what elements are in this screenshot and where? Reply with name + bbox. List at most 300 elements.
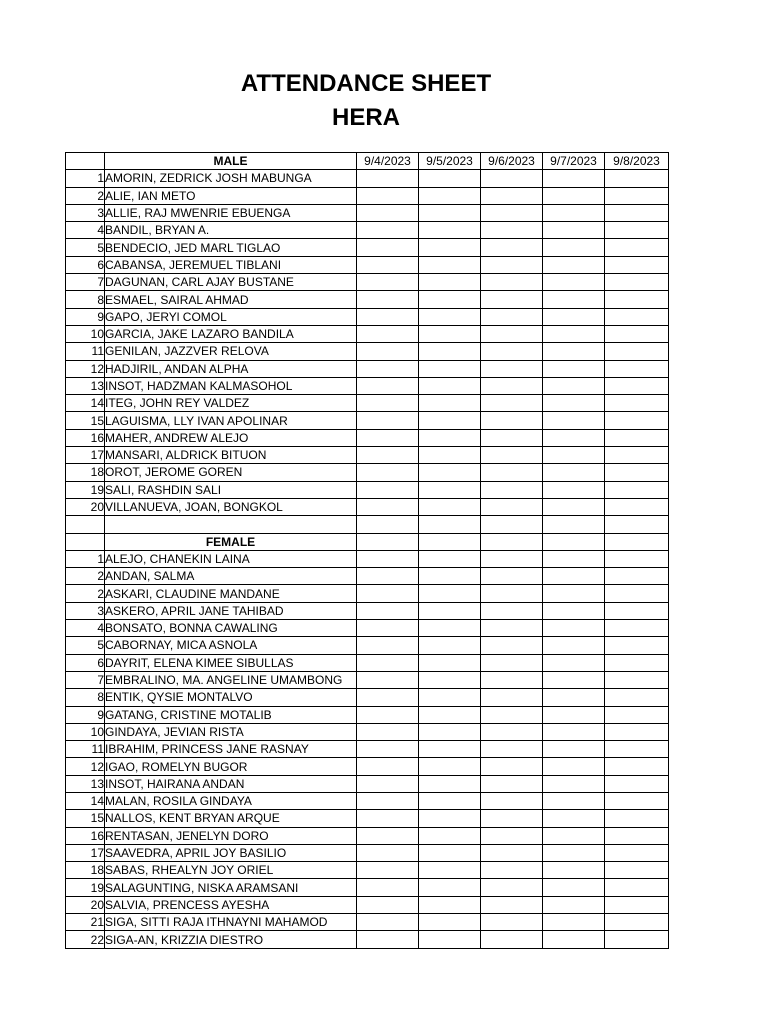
attendance-cell[interactable] <box>543 792 605 809</box>
student-name: MANSARI, ALDRICK BITUON <box>105 447 357 464</box>
student-name: CABORNAY, MICA ASNOLA <box>105 637 357 654</box>
student-name: DAYRIT, ELENA KIMEE SIBULLAS <box>105 654 357 671</box>
attendance-cell[interactable] <box>481 256 543 273</box>
attendance-cell[interactable] <box>357 689 419 706</box>
female-student-row <box>66 689 669 706</box>
attendance-cell[interactable] <box>543 239 605 256</box>
student-name: OROT, JEROME GOREN <box>105 464 357 481</box>
student-name: ANDAN, SALMA <box>105 568 357 585</box>
student-number: 5 <box>66 239 105 256</box>
attendance-cell[interactable] <box>357 620 419 637</box>
attendance-cell[interactable] <box>481 464 543 481</box>
student-name: SABAS, RHEALYN JOY ORIEL <box>105 862 357 879</box>
attendance-cell[interactable] <box>419 879 481 896</box>
attendance-cell[interactable] <box>357 879 419 896</box>
attendance-cell[interactable] <box>605 325 669 342</box>
attendance-cell[interactable] <box>605 689 669 706</box>
attendance-cell[interactable] <box>357 741 419 758</box>
student-number: 1 <box>66 550 105 567</box>
student-number: 18 <box>66 862 105 879</box>
attendance-cell[interactable] <box>605 568 669 585</box>
attendance-cell[interactable] <box>419 602 481 619</box>
attendance-cell[interactable] <box>481 602 543 619</box>
attendance-cell[interactable] <box>481 914 543 931</box>
attendance-cell[interactable] <box>543 291 605 308</box>
student-name: BANDIL, BRYAN A. <box>105 222 357 239</box>
attendance-cell[interactable] <box>543 758 605 775</box>
attendance-cell[interactable] <box>605 360 669 377</box>
attendance-cell[interactable] <box>357 896 419 913</box>
attendance-cell[interactable] <box>481 533 543 550</box>
attendance-cell[interactable] <box>543 654 605 671</box>
student-name: NALLOS, KENT BRYAN ARQUE <box>105 810 357 827</box>
student-number: 20 <box>66 498 105 515</box>
attendance-cell[interactable] <box>543 204 605 221</box>
female-header-row <box>66 533 669 550</box>
attendance-cell[interactable] <box>481 671 543 688</box>
female-student-row <box>66 931 669 948</box>
attendance-cell[interactable] <box>605 723 669 740</box>
attendance-cell[interactable] <box>543 879 605 896</box>
attendance-cell[interactable] <box>419 792 481 809</box>
attendance-cell[interactable] <box>605 343 669 360</box>
female-student-row <box>66 914 669 931</box>
female-student-row <box>66 602 669 619</box>
attendance-cell[interactable] <box>357 792 419 809</box>
attendance-cell[interactable] <box>605 879 669 896</box>
attendance-cell[interactable] <box>357 360 419 377</box>
attendance-cell[interactable] <box>543 862 605 879</box>
student-number: 8 <box>66 689 105 706</box>
attendance-cell[interactable] <box>419 204 481 221</box>
attendance-cell[interactable] <box>481 931 543 948</box>
number-header-cell <box>66 533 105 550</box>
student-number: 14 <box>66 395 105 412</box>
attendance-cell[interactable] <box>419 637 481 654</box>
attendance-cell[interactable] <box>543 723 605 740</box>
attendance-cell[interactable] <box>605 775 669 792</box>
attendance-cell[interactable] <box>357 533 419 550</box>
student-number: 7 <box>66 274 105 291</box>
attendance-cell[interactable] <box>543 550 605 567</box>
attendance-cell[interactable] <box>419 568 481 585</box>
student-name: BONSATO, BONNA CAWALING <box>105 620 357 637</box>
attendance-cell[interactable] <box>605 637 669 654</box>
attendance-cell[interactable] <box>605 204 669 221</box>
attendance-cell[interactable] <box>481 377 543 394</box>
attendance-cell[interactable] <box>481 706 543 723</box>
attendance-cell[interactable] <box>419 170 481 187</box>
attendance-cell[interactable] <box>543 827 605 844</box>
student-name: GATANG, CRISTINE MOTALIB <box>105 706 357 723</box>
attendance-cell[interactable] <box>605 741 669 758</box>
attendance-cell[interactable] <box>481 620 543 637</box>
attendance-cell[interactable] <box>419 187 481 204</box>
attendance-cell[interactable] <box>481 827 543 844</box>
attendance-cell[interactable] <box>543 360 605 377</box>
attendance-cell[interactable] <box>419 550 481 567</box>
student-number: 12 <box>66 758 105 775</box>
student-name: SALAGUNTING, NISKA ARAMSANI <box>105 879 357 896</box>
attendance-cell[interactable] <box>357 810 419 827</box>
female-student-row <box>66 810 669 827</box>
student-number: 2 <box>66 568 105 585</box>
attendance-cell[interactable] <box>605 706 669 723</box>
attendance-cell[interactable] <box>481 862 543 879</box>
attendance-cell[interactable] <box>543 914 605 931</box>
attendance-cell[interactable] <box>357 550 419 567</box>
attendance-cell[interactable] <box>419 516 481 533</box>
attendance-cell[interactable] <box>543 343 605 360</box>
attendance-cell[interactable] <box>419 723 481 740</box>
attendance-cell[interactable] <box>357 498 419 515</box>
attendance-cell[interactable] <box>419 827 481 844</box>
attendance-cell[interactable] <box>605 654 669 671</box>
attendance-cell[interactable] <box>419 239 481 256</box>
attendance-cell[interactable] <box>543 222 605 239</box>
attendance-cell[interactable] <box>605 844 669 861</box>
attendance-cell[interactable] <box>481 896 543 913</box>
attendance-cell[interactable] <box>605 862 669 879</box>
attendance-cell[interactable] <box>419 931 481 948</box>
attendance-cell[interactable] <box>543 931 605 948</box>
attendance-cell[interactable] <box>357 222 419 239</box>
male-student-row <box>66 360 669 377</box>
attendance-cell[interactable] <box>543 256 605 273</box>
attendance-cell[interactable] <box>543 585 605 602</box>
attendance-cell[interactable] <box>481 222 543 239</box>
attendance-cell[interactable] <box>543 844 605 861</box>
attendance-cell[interactable] <box>419 360 481 377</box>
attendance-cell[interactable] <box>419 308 481 325</box>
student-number: 21 <box>66 914 105 931</box>
student-number <box>66 516 105 533</box>
attendance-cell[interactable] <box>605 464 669 481</box>
attendance-cell[interactable] <box>419 810 481 827</box>
attendance-cell[interactable] <box>481 325 543 342</box>
attendance-cell[interactable] <box>481 481 543 498</box>
attendance-cell[interactable] <box>605 827 669 844</box>
attendance-cell[interactable] <box>419 325 481 342</box>
group-header-cell: FEMALE <box>105 533 357 550</box>
attendance-cell[interactable] <box>605 274 669 291</box>
student-name: IBRAHIM, PRINCESS JANE RASNAY <box>105 741 357 758</box>
attendance-cell[interactable] <box>357 654 419 671</box>
male-student-row <box>66 377 669 394</box>
attendance-cell[interactable] <box>605 810 669 827</box>
student-number: 22 <box>66 931 105 948</box>
attendance-cell[interactable] <box>357 931 419 948</box>
attendance-cell[interactable] <box>419 464 481 481</box>
attendance-cell[interactable] <box>543 274 605 291</box>
attendance-cell[interactable] <box>419 654 481 671</box>
attendance-cell[interactable] <box>419 412 481 429</box>
attendance-cell[interactable] <box>481 758 543 775</box>
attendance-cell[interactable] <box>481 516 543 533</box>
attendance-cell[interactable] <box>543 464 605 481</box>
student-number: 17 <box>66 447 105 464</box>
male-student-row <box>66 170 669 187</box>
attendance-cell[interactable] <box>605 222 669 239</box>
attendance-cell[interactable] <box>481 723 543 740</box>
attendance-cell[interactable] <box>481 792 543 809</box>
attendance-cell[interactable] <box>357 516 419 533</box>
attendance-cell[interactable] <box>543 896 605 913</box>
student-number: 14 <box>66 792 105 809</box>
attendance-cell[interactable] <box>419 706 481 723</box>
attendance-cell[interactable] <box>543 481 605 498</box>
attendance-cell[interactable] <box>543 447 605 464</box>
attendance-cell[interactable] <box>481 170 543 187</box>
attendance-cell[interactable] <box>357 844 419 861</box>
attendance-cell[interactable] <box>419 447 481 464</box>
student-number: 8 <box>66 291 105 308</box>
attendance-cell[interactable] <box>419 222 481 239</box>
attendance-cell[interactable] <box>419 775 481 792</box>
attendance-cell[interactable] <box>481 239 543 256</box>
attendance-cell[interactable] <box>481 274 543 291</box>
attendance-cell[interactable] <box>543 395 605 412</box>
attendance-cell[interactable] <box>605 291 669 308</box>
attendance-cell[interactable] <box>605 585 669 602</box>
attendance-cell[interactable] <box>481 879 543 896</box>
attendance-cell[interactable] <box>357 775 419 792</box>
attendance-cell[interactable] <box>605 550 669 567</box>
student-number: 3 <box>66 204 105 221</box>
attendance-cell[interactable] <box>419 533 481 550</box>
student-number: 19 <box>66 481 105 498</box>
attendance-cell[interactable] <box>357 274 419 291</box>
attendance-cell[interactable] <box>543 170 605 187</box>
attendance-cell[interactable] <box>357 325 419 342</box>
attendance-cell[interactable] <box>605 602 669 619</box>
attendance-cell[interactable] <box>357 256 419 273</box>
male-student-row <box>66 412 669 429</box>
attendance-cell[interactable] <box>543 741 605 758</box>
female-student-row <box>66 879 669 896</box>
attendance-cell[interactable] <box>605 429 669 446</box>
attendance-cell[interactable] <box>357 585 419 602</box>
attendance-cell[interactable] <box>419 671 481 688</box>
attendance-cell[interactable] <box>481 637 543 654</box>
student-name: ASKARI, CLAUDINE MANDANE <box>105 585 357 602</box>
attendance-cell[interactable] <box>419 274 481 291</box>
attendance-cell[interactable] <box>605 758 669 775</box>
attendance-cell[interactable] <box>605 239 669 256</box>
attendance-cell[interactable] <box>605 498 669 515</box>
attendance-cell[interactable] <box>543 637 605 654</box>
attendance-cell[interactable] <box>481 585 543 602</box>
attendance-cell[interactable] <box>357 412 419 429</box>
attendance-cell[interactable] <box>419 862 481 879</box>
attendance-cell[interactable] <box>419 291 481 308</box>
attendance-cell[interactable] <box>419 620 481 637</box>
student-name: DAGUNAN, CARL AJAY BUSTANE <box>105 274 357 291</box>
male-student-row <box>66 395 669 412</box>
attendance-cell[interactable] <box>481 844 543 861</box>
student-name: CABANSA, JEREMUEL TIBLANI <box>105 256 357 273</box>
attendance-cell[interactable] <box>419 256 481 273</box>
student-name: GENILAN, JAZZVER RELOVA <box>105 343 357 360</box>
attendance-cell[interactable] <box>357 239 419 256</box>
attendance-cell[interactable] <box>481 810 543 827</box>
attendance-cell[interactable] <box>419 914 481 931</box>
male-student-row <box>66 481 669 498</box>
attendance-cell[interactable] <box>605 533 669 550</box>
attendance-cell[interactable] <box>481 204 543 221</box>
attendance-cell[interactable] <box>357 204 419 221</box>
attendance-cell[interactable] <box>543 706 605 723</box>
student-name: SIGA-AN, KRIZZIA DIESTRO <box>105 931 357 948</box>
attendance-cell[interactable] <box>419 481 481 498</box>
attendance-cell[interactable] <box>481 187 543 204</box>
male-student-row <box>66 222 669 239</box>
student-number: 15 <box>66 810 105 827</box>
attendance-cell[interactable] <box>357 187 419 204</box>
attendance-cell[interactable] <box>357 827 419 844</box>
student-number: 10 <box>66 723 105 740</box>
attendance-cell[interactable] <box>543 308 605 325</box>
attendance-cell[interactable] <box>419 377 481 394</box>
date-header-cell: 9/6/2023 <box>481 153 543 170</box>
attendance-cell[interactable] <box>605 896 669 913</box>
attendance-cell[interactable] <box>605 377 669 394</box>
student-name: SAAVEDRA, APRIL JOY BASILIO <box>105 844 357 861</box>
attendance-cell[interactable] <box>605 914 669 931</box>
attendance-cell[interactable] <box>481 568 543 585</box>
attendance-cell[interactable] <box>605 481 669 498</box>
attendance-cell[interactable] <box>481 447 543 464</box>
female-student-row <box>66 568 669 585</box>
attendance-cell[interactable] <box>543 775 605 792</box>
attendance-cell[interactable] <box>357 343 419 360</box>
attendance-cell[interactable] <box>481 343 543 360</box>
attendance-cell[interactable] <box>543 671 605 688</box>
attendance-cell[interactable] <box>481 412 543 429</box>
attendance-cell[interactable] <box>481 775 543 792</box>
attendance-cell[interactable] <box>543 568 605 585</box>
attendance-cell[interactable] <box>543 498 605 515</box>
female-student-row <box>66 896 669 913</box>
attendance-cell[interactable] <box>357 602 419 619</box>
attendance-cell[interactable] <box>543 325 605 342</box>
attendance-cell[interactable] <box>543 689 605 706</box>
attendance-cell[interactable] <box>481 308 543 325</box>
attendance-cell[interactable] <box>357 568 419 585</box>
attendance-cell[interactable] <box>357 637 419 654</box>
student-number: 11 <box>66 343 105 360</box>
attendance-cell[interactable] <box>481 429 543 446</box>
attendance-cell[interactable] <box>543 602 605 619</box>
attendance-cell[interactable] <box>419 395 481 412</box>
attendance-cell[interactable] <box>357 706 419 723</box>
attendance-cell[interactable] <box>357 308 419 325</box>
attendance-cell[interactable] <box>481 291 543 308</box>
attendance-cell[interactable] <box>543 377 605 394</box>
attendance-cell[interactable] <box>543 810 605 827</box>
attendance-cell[interactable] <box>419 758 481 775</box>
attendance-cell[interactable] <box>357 395 419 412</box>
attendance-cell[interactable] <box>605 395 669 412</box>
attendance-cell[interactable] <box>605 308 669 325</box>
female-student-row <box>66 550 669 567</box>
male-student-row <box>66 239 669 256</box>
attendance-cell[interactable] <box>357 291 419 308</box>
attendance-cell[interactable] <box>419 429 481 446</box>
attendance-cell[interactable] <box>481 741 543 758</box>
attendance-cell[interactable] <box>543 533 605 550</box>
attendance-cell[interactable] <box>357 464 419 481</box>
student-number: 2 <box>66 187 105 204</box>
student-number: 9 <box>66 706 105 723</box>
attendance-cell[interactable] <box>481 360 543 377</box>
attendance-cell[interactable] <box>357 671 419 688</box>
attendance-cell[interactable] <box>543 412 605 429</box>
attendance-cell[interactable] <box>605 447 669 464</box>
attendance-cell[interactable] <box>605 620 669 637</box>
student-name: ITEG, JOHN REY VALDEZ <box>105 395 357 412</box>
attendance-cell[interactable] <box>543 516 605 533</box>
attendance-cell[interactable] <box>357 170 419 187</box>
attendance-cell[interactable] <box>419 689 481 706</box>
attendance-cell[interactable] <box>419 844 481 861</box>
sheet-title: ATTENDANCE SHEET <box>240 70 492 97</box>
attendance-cell[interactable] <box>543 187 605 204</box>
female-student-row <box>66 706 669 723</box>
attendance-cell[interactable] <box>357 481 419 498</box>
attendance-cell[interactable] <box>543 429 605 446</box>
attendance-cell[interactable] <box>605 931 669 948</box>
attendance-cell[interactable] <box>605 516 669 533</box>
attendance-cell[interactable] <box>605 792 669 809</box>
attendance-cell[interactable] <box>605 187 669 204</box>
attendance-cell[interactable] <box>357 862 419 879</box>
attendance-cell[interactable] <box>419 741 481 758</box>
attendance-cell[interactable] <box>357 758 419 775</box>
attendance-cell[interactable] <box>481 689 543 706</box>
student-number: 12 <box>66 360 105 377</box>
spacer-row <box>66 516 669 533</box>
date-header-cell: 9/7/2023 <box>543 153 605 170</box>
student-number: 10 <box>66 325 105 342</box>
male-student-row <box>66 187 669 204</box>
attendance-cell[interactable] <box>481 550 543 567</box>
attendance-cell[interactable] <box>419 585 481 602</box>
attendance-cell[interactable] <box>543 620 605 637</box>
attendance-cell[interactable] <box>481 498 543 515</box>
attendance-cell[interactable] <box>605 170 669 187</box>
female-student-row <box>66 792 669 809</box>
attendance-cell[interactable] <box>419 343 481 360</box>
group-header-cell: MALE <box>105 153 357 170</box>
student-number: 13 <box>66 377 105 394</box>
attendance-cell[interactable] <box>357 447 419 464</box>
student-number: 15 <box>66 412 105 429</box>
attendance-cell[interactable] <box>481 654 543 671</box>
attendance-cell[interactable] <box>419 498 481 515</box>
attendance-cell[interactable] <box>357 914 419 931</box>
attendance-cell[interactable] <box>605 671 669 688</box>
attendance-cell[interactable] <box>357 723 419 740</box>
attendance-cell[interactable] <box>357 377 419 394</box>
attendance-cell[interactable] <box>605 256 669 273</box>
student-number: 20 <box>66 896 105 913</box>
student-name: ESMAEL, SAIRAL AHMAD <box>105 291 357 308</box>
attendance-cell[interactable] <box>481 395 543 412</box>
attendance-cell[interactable] <box>419 896 481 913</box>
attendance-cell[interactable] <box>357 429 419 446</box>
attendance-cell[interactable] <box>605 412 669 429</box>
